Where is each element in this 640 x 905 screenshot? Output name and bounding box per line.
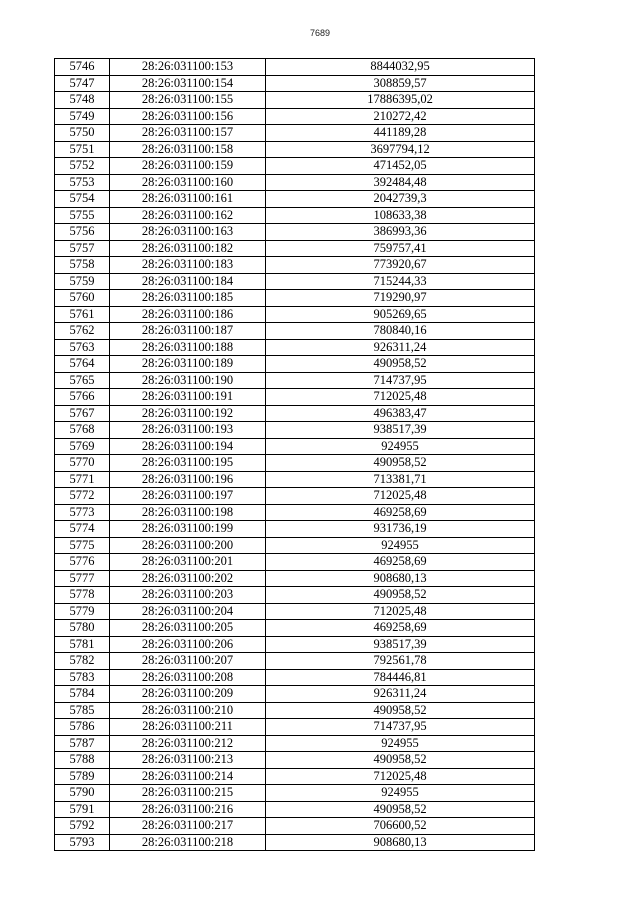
cadastral-number-cell: 28:26:031100:205 [110,620,266,637]
row-number-cell: 5761 [55,306,110,323]
cadastral-value-cell: 17886395,02 [266,92,535,109]
cadastral-value-cell: 108633,38 [266,207,535,224]
table-row [55,653,535,670]
table-row [55,537,535,554]
cadastral-number-cell: 28:26:031100:155 [110,92,266,109]
cadastral-value-cell: 471452,05 [266,158,535,175]
cadastral-value-cell: 469258,69 [266,504,535,521]
cadastral-number-cell: 28:26:031100:194 [110,438,266,455]
cadastral-number-cell: 28:26:031100:203 [110,587,266,604]
table-row [55,488,535,505]
cadastral-value-cell: 3697794,12 [266,141,535,158]
cadastral-value-cell: 924955 [266,785,535,802]
cadastral-number-cell: 28:26:031100:218 [110,834,266,851]
row-number-cell: 5784 [55,686,110,703]
cadastral-value-cell: 938517,39 [266,636,535,653]
table-row [55,158,535,175]
cadastral-number-cell: 28:26:031100:202 [110,570,266,587]
table-row [55,405,535,422]
cadastral-number-cell: 28:26:031100:154 [110,75,266,92]
cadastral-value-cell: 490958,52 [266,455,535,472]
table-row [55,108,535,125]
table-row [55,438,535,455]
cadastral-number-cell: 28:26:031100:192 [110,405,266,422]
cadastral-value-cell: 706600,52 [266,818,535,835]
cadastral-number-cell: 28:26:031100:191 [110,389,266,406]
row-number-cell: 5772 [55,488,110,505]
table-row [55,207,535,224]
table-row [55,719,535,736]
cadastral-number-cell: 28:26:031100:210 [110,702,266,719]
table-row [55,504,535,521]
cadastral-value-cell: 2042739,3 [266,191,535,208]
row-number-cell: 5787 [55,735,110,752]
cadastral-value-cell: 715244,33 [266,273,535,290]
cadastral-value-table [54,58,535,851]
row-number-cell: 5780 [55,620,110,637]
cadastral-number-cell: 28:26:031100:182 [110,240,266,257]
table-row [55,554,535,571]
row-number-cell: 5792 [55,818,110,835]
table-row [55,620,535,637]
cadastral-number-cell: 28:26:031100:214 [110,768,266,785]
row-number-cell: 5773 [55,504,110,521]
cadastral-value-cell: 784446,81 [266,669,535,686]
table-row [55,471,535,488]
row-number-cell: 5763 [55,339,110,356]
table-row [55,257,535,274]
cadastral-number-cell: 28:26:031100:157 [110,125,266,142]
table-row [55,570,535,587]
table-body [55,59,535,851]
cadastral-number-cell: 28:26:031100:156 [110,108,266,125]
cadastral-value-cell: 490958,52 [266,752,535,769]
cadastral-number-cell: 28:26:031100:198 [110,504,266,521]
cadastral-value-cell: 712025,48 [266,488,535,505]
row-number-cell: 5779 [55,603,110,620]
row-number-cell: 5746 [55,59,110,76]
row-number-cell: 5762 [55,323,110,340]
cadastral-number-cell: 28:26:031100:197 [110,488,266,505]
row-number-cell: 5785 [55,702,110,719]
cadastral-number-cell: 28:26:031100:199 [110,521,266,538]
cadastral-number-cell: 28:26:031100:190 [110,372,266,389]
table-row [55,306,535,323]
table-row [55,389,535,406]
row-number-cell: 5752 [55,158,110,175]
row-number-cell: 5782 [55,653,110,670]
row-number-cell: 5755 [55,207,110,224]
cadastral-number-cell: 28:26:031100:216 [110,801,266,818]
cadastral-value-cell: 490958,52 [266,587,535,604]
table-row [55,339,535,356]
cadastral-number-cell: 28:26:031100:215 [110,785,266,802]
cadastral-number-cell: 28:26:031100:211 [110,719,266,736]
cadastral-number-cell: 28:26:031100:193 [110,422,266,439]
cadastral-number-cell: 28:26:031100:209 [110,686,266,703]
table-row [55,273,535,290]
cadastral-number-cell: 28:26:031100:200 [110,537,266,554]
row-number-cell: 5764 [55,356,110,373]
row-number-cell: 5751 [55,141,110,158]
cadastral-value-cell: 924955 [266,537,535,554]
cadastral-value-cell: 713381,71 [266,471,535,488]
table-row [55,323,535,340]
row-number-cell: 5788 [55,752,110,769]
cadastral-number-cell: 28:26:031100:195 [110,455,266,472]
cadastral-value-cell: 469258,69 [266,554,535,571]
table-row [55,290,535,307]
row-number-cell: 5786 [55,719,110,736]
row-number-cell: 5768 [55,422,110,439]
cadastral-value-cell: 905269,65 [266,306,535,323]
cadastral-number-cell: 28:26:031100:217 [110,818,266,835]
cadastral-value-cell: 308859,57 [266,75,535,92]
cadastral-number-cell: 28:26:031100:184 [110,273,266,290]
row-number-cell: 5748 [55,92,110,109]
table-row [55,455,535,472]
row-number-cell: 5765 [55,372,110,389]
cadastral-value-cell: 924955 [266,438,535,455]
cadastral-value-cell: 759757,41 [266,240,535,257]
table-row [55,818,535,835]
cadastral-value-cell: 490958,52 [266,801,535,818]
table-row [55,785,535,802]
row-number-cell: 5791 [55,801,110,818]
row-number-cell: 5760 [55,290,110,307]
table-row [55,587,535,604]
cadastral-value-cell: 712025,48 [266,768,535,785]
row-number-cell: 5781 [55,636,110,653]
row-number-cell: 5750 [55,125,110,142]
cadastral-number-cell: 28:26:031100:158 [110,141,266,158]
cadastral-value-cell: 926311,24 [266,339,535,356]
cadastral-value-cell: 386993,36 [266,224,535,241]
row-number-cell: 5753 [55,174,110,191]
cadastral-value-cell: 469258,69 [266,620,535,637]
row-number-cell: 5771 [55,471,110,488]
table-row [55,521,535,538]
cadastral-value-cell: 780840,16 [266,323,535,340]
cadastral-number-cell: 28:26:031100:183 [110,257,266,274]
table-row [55,768,535,785]
table-row [55,752,535,769]
cadastral-value-cell: 908680,13 [266,834,535,851]
cadastral-value-cell: 712025,48 [266,603,535,620]
table-row [55,240,535,257]
cadastral-value-cell: 938517,39 [266,422,535,439]
cadastral-number-cell: 28:26:031100:204 [110,603,266,620]
cadastral-number-cell: 28:26:031100:161 [110,191,266,208]
cadastral-value-cell: 924955 [266,735,535,752]
cadastral-number-cell: 28:26:031100:160 [110,174,266,191]
table-row [55,356,535,373]
table-row [55,669,535,686]
cadastral-value-cell: 490958,52 [266,356,535,373]
cadastral-number-cell: 28:26:031100:189 [110,356,266,373]
cadastral-number-cell: 28:26:031100:186 [110,306,266,323]
cadastral-number-cell: 28:26:031100:212 [110,735,266,752]
cadastral-number-cell: 28:26:031100:196 [110,471,266,488]
row-number-cell: 5777 [55,570,110,587]
cadastral-value-cell: 926311,24 [266,686,535,703]
table-row [55,125,535,142]
cadastral-number-cell: 28:26:031100:153 [110,59,266,76]
cadastral-number-cell: 28:26:031100:208 [110,669,266,686]
row-number-cell: 5778 [55,587,110,604]
cadastral-number-cell: 28:26:031100:188 [110,339,266,356]
row-number-cell: 5770 [55,455,110,472]
row-number-cell: 5766 [55,389,110,406]
cadastral-value-cell: 714737,95 [266,719,535,736]
row-number-cell: 5775 [55,537,110,554]
row-number-cell: 5776 [55,554,110,571]
cadastral-number-cell: 28:26:031100:187 [110,323,266,340]
cadastral-value-cell: 773920,67 [266,257,535,274]
page-number: 7689 [309,28,331,38]
row-number-cell: 5793 [55,834,110,851]
row-number-cell: 5774 [55,521,110,538]
cadastral-number-cell: 28:26:031100:162 [110,207,266,224]
cadastral-value-cell: 719290,97 [266,290,535,307]
cadastral-number-cell: 28:26:031100:185 [110,290,266,307]
table-row [55,702,535,719]
table-row [55,191,535,208]
table-row [55,834,535,851]
cadastral-value-cell: 792561,78 [266,653,535,670]
cadastral-value-cell: 210272,42 [266,108,535,125]
table-row [55,686,535,703]
row-number-cell: 5769 [55,438,110,455]
table-row [55,422,535,439]
cadastral-number-cell: 28:26:031100:206 [110,636,266,653]
cadastral-number-cell: 28:26:031100:207 [110,653,266,670]
cadastral-value-cell: 496383,47 [266,405,535,422]
table-row [55,92,535,109]
cadastral-number-cell: 28:26:031100:213 [110,752,266,769]
cadastral-value-cell: 908680,13 [266,570,535,587]
row-number-cell: 5757 [55,240,110,257]
table-row [55,801,535,818]
table-row [55,735,535,752]
table-row [55,141,535,158]
table-row [55,59,535,76]
cadastral-number-cell: 28:26:031100:159 [110,158,266,175]
cadastral-number-cell: 28:26:031100:163 [110,224,266,241]
cadastral-value-cell: 392484,48 [266,174,535,191]
row-number-cell: 5754 [55,191,110,208]
cadastral-value-cell: 931736,19 [266,521,535,538]
row-number-cell: 5759 [55,273,110,290]
table-row [55,372,535,389]
row-number-cell: 5747 [55,75,110,92]
table-row [55,75,535,92]
row-number-cell: 5758 [55,257,110,274]
cadastral-value-cell: 8844032,95 [266,59,535,76]
table-row [55,224,535,241]
row-number-cell: 5756 [55,224,110,241]
cadastral-value-cell: 714737,95 [266,372,535,389]
row-number-cell: 5789 [55,768,110,785]
cadastral-number-cell: 28:26:031100:201 [110,554,266,571]
cadastral-value-cell: 712025,48 [266,389,535,406]
row-number-cell: 5790 [55,785,110,802]
table-row [55,603,535,620]
row-number-cell: 5767 [55,405,110,422]
cadastral-value-cell: 441189,28 [266,125,535,142]
cadastral-value-cell: 490958,52 [266,702,535,719]
row-number-cell: 5749 [55,108,110,125]
table-row [55,636,535,653]
table-row [55,174,535,191]
row-number-cell: 5783 [55,669,110,686]
